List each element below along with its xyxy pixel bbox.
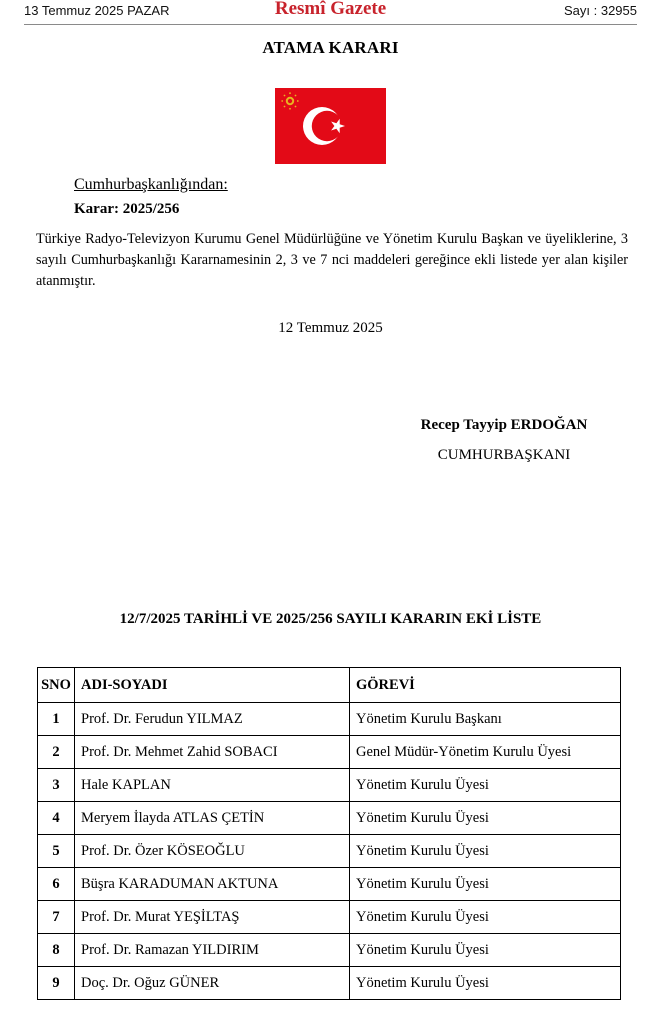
table-row [38, 934, 621, 967]
column-header-role: GÖREVİ [350, 668, 621, 703]
row-name: Prof. Dr. Ramazan YILDIRIM [75, 934, 350, 967]
row-name: Prof. Dr. Mehmet Zahid SOBACI [75, 736, 350, 769]
row-role: Yönetim Kurulu Üyesi [350, 901, 621, 934]
row-role: Yönetim Kurulu Üyesi [350, 835, 621, 868]
appendix-list-title: 12/7/2025 TARİHLİ VE 2025/256 SAYILI KARARIN EKİ LİSTE [119, 611, 542, 627]
row-role: Yönetim Kurulu Üyesi [350, 967, 621, 1000]
header-divider [24, 24, 637, 25]
table-row [38, 802, 621, 835]
table-row [38, 868, 621, 901]
column-header-sno: SNO [38, 668, 75, 703]
row-role: Yönetim Kurulu Üyesi [350, 868, 621, 901]
row-sno: 3 [38, 769, 75, 802]
row-name: Prof. Dr. Murat YEŞİLTAŞ [75, 901, 350, 934]
row-sno: 4 [38, 802, 75, 835]
table-row [38, 901, 621, 934]
appointees-table [37, 667, 621, 1000]
row-name: Prof. Dr. Ferudun YILMAZ [75, 703, 350, 736]
row-name: Doç. Dr. Oğuz GÜNER [75, 967, 350, 1000]
gazette-header [0, 0, 661, 22]
table-row [38, 736, 621, 769]
row-sno: 7 [38, 901, 75, 934]
row-name: Meryem İlayda ATLAS ÇETİN [75, 802, 350, 835]
row-role: Yönetim Kurulu Başkanı [350, 703, 621, 736]
column-header-name: ADI-SOYADI [75, 668, 350, 703]
row-sno: 8 [38, 934, 75, 967]
row-sno: 1 [38, 703, 75, 736]
issue-number: Sayı : 32955 [564, 3, 637, 18]
table-row [38, 835, 621, 868]
document-title: ATAMA KARARI [262, 38, 399, 57]
table-row [38, 769, 621, 802]
row-sno: 5 [38, 835, 75, 868]
row-sno: 9 [38, 967, 75, 1000]
table-row [38, 967, 621, 1000]
row-role: Genel Müdür-Yönetim Kurulu Üyesi [350, 736, 621, 769]
row-name: Hale KAPLAN [75, 769, 350, 802]
signer-title: CUMHURBAŞKANI [437, 447, 571, 463]
issuing-authority: Cumhurbaşkanlığından: [74, 176, 228, 193]
row-role: Yönetim Kurulu Üyesi [350, 934, 621, 967]
row-name: Prof. Dr. Özer KÖSEOĞLU [75, 835, 350, 868]
row-sno: 6 [38, 868, 75, 901]
signature-date: 12 Temmuz 2025 [278, 320, 383, 336]
turkish-flag-icon [275, 88, 386, 164]
table-header-row [38, 668, 621, 703]
row-role: Yönetim Kurulu Üyesi [350, 802, 621, 835]
table-row [38, 703, 621, 736]
publication-date: 13 Temmuz 2025 PAZAR [24, 3, 170, 18]
row-name: Büşra KARADUMAN AKTUNA [75, 868, 350, 901]
row-sno: 2 [38, 736, 75, 769]
signer-name: Recep Tayyip ERDOĞAN [420, 417, 588, 433]
row-role: Yönetim Kurulu Üyesi [350, 769, 621, 802]
decision-number: Karar: 2025/256 [74, 201, 180, 217]
decision-body: Türkiye Radyo-Televizyon Kurumu Genel Müdürlüğüne ve Yönetim Kurulu Başkan ve üyeliklerine, 3 sayılı Cumhurbaşkanlığı Kararnamesinin 2, 3 ve 7 nci maddeleri gereğince ekli listede yer alan kişiler atanmıştır. [36, 231, 628, 289]
gazette-name: Resmî Gazete [274, 0, 387, 19]
